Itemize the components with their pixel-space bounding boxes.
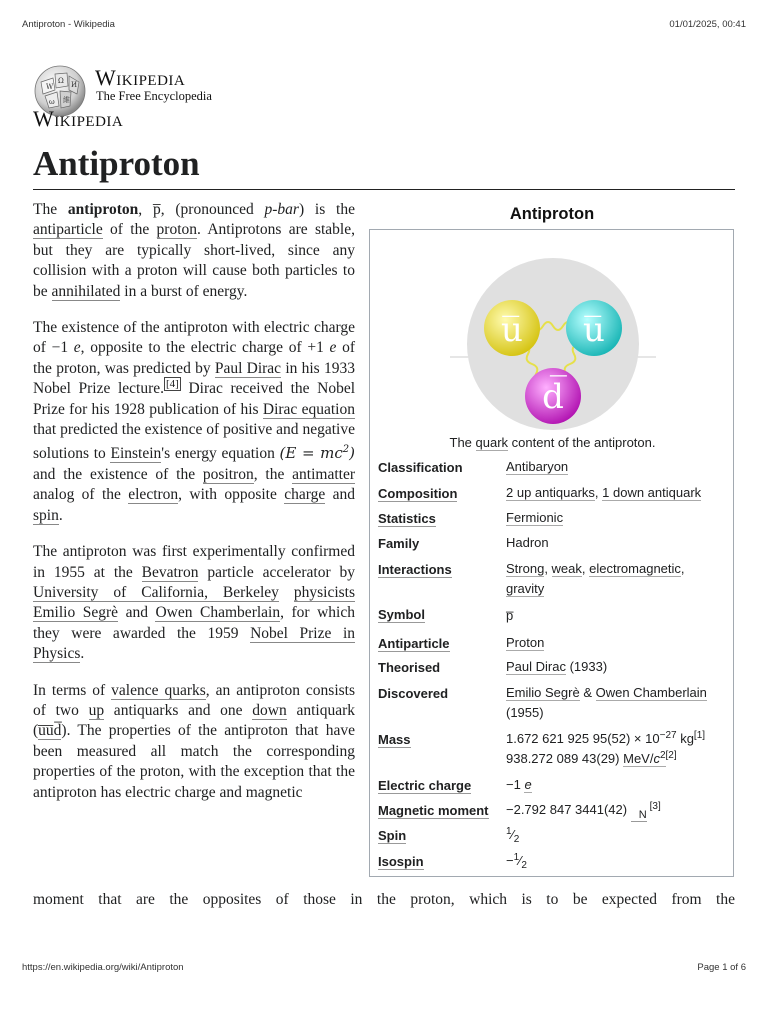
link-annihilated[interactable]: annihilated — [51, 282, 121, 300]
link-positron[interactable]: positron — [202, 465, 254, 483]
link-electromagnetic[interactable]: electromagnetic — [589, 561, 681, 576]
link-uud[interactable]: u̅u̅d̅ — [38, 722, 62, 740]
label-theorised: Theorised — [378, 660, 441, 675]
value-composition: 2 up antiquarks, 1 down antiquark — [506, 485, 702, 500]
infobox-caption: The quark content of the antiproton. — [449, 435, 656, 450]
label-symbol[interactable]: Symbol — [378, 607, 425, 622]
label-spin[interactable]: Spin — [378, 828, 407, 843]
value-classification — [506, 457, 728, 477]
link-nobel-prize-physics[interactable]: Nobel Prize in Physics — [33, 624, 355, 663]
reference-3[interactable]: [3] — [649, 801, 661, 812]
value-interactions: Strong, weak, electromagnetic, gravity — [506, 561, 685, 596]
link-emilio-segre-infobox[interactable]: Emilio Segrè — [506, 685, 580, 700]
wikipedia-logo[interactable] — [33, 62, 293, 136]
link-paul-dirac[interactable]: Paul Dirac — [214, 359, 282, 377]
link-einstein[interactable]: Einstein — [110, 445, 162, 463]
label-family: Family — [378, 536, 420, 551]
link-electron[interactable]: electron — [128, 486, 179, 504]
link-quark[interactable]: quark — [475, 435, 509, 450]
label-isospin[interactable]: Isospin — [378, 854, 424, 869]
quark-label-top-left: u̅ — [501, 310, 523, 350]
link-valence-quarks[interactable]: valence quarks — [111, 681, 206, 699]
link-antimatter[interactable]: antimatter — [292, 465, 356, 483]
paragraph-1: The antiproton, p̅, (pronounced p-bar) is the antiparticle of the proton. Antiprotons are stable, but they are typically short-lived, since any collision with a proton will cause both particles to be annihilated in a burst of energy. — [33, 201, 355, 300]
link-owen-chamberlain-infobox[interactable]: Owen Chamberlain — [595, 685, 707, 700]
value-theorised: Paul Dirac (1933) — [506, 659, 608, 674]
print-footer-page: Page 1 of 6 — [697, 962, 746, 973]
value-discovered: Emilio Segrè & Owen Chamberlain (1955) — [506, 685, 707, 720]
value-antiparticle — [506, 633, 728, 653]
link-antiparticle[interactable]: antiparticle — [33, 221, 103, 239]
value-family: Hadron — [506, 535, 549, 550]
paragraph-2: The existence of the antiproton with electric charge of −1 e, opposite to the electric charge of +1 e of the proton, was predicted by Paul Dirac in his 1933 Nobel Prize lecture. [4] Dirac received the Nobel Prize for his 1928 publication of his Dirac equation that predicted the existence of positive and negative solutions to Einstein's energy equation $(E = mc^2)$ and the existence of the positron, the antimatter analog of the electron, with opposite charge and spin. — [33, 319, 356, 524]
svg-text:W: W — [46, 83, 54, 91]
quark-label-bottom: d̅ — [542, 377, 564, 417]
label-discovered: Discovered — [378, 686, 449, 701]
link-down-quark[interactable]: down — [252, 701, 287, 719]
quark-label-top-right: u̅ — [583, 310, 605, 350]
link-proton[interactable]: proton — [156, 221, 197, 239]
link-down-antiquark[interactable]: 1 down antiquark — [602, 485, 702, 500]
value-statistics — [506, 508, 728, 528]
label-statistics[interactable]: Statistics — [378, 511, 436, 526]
article-body — [33, 200, 355, 819]
link-physicists[interactable]: physicists — [293, 583, 356, 601]
energy-equation: $(E = mc^2)$ — [279, 444, 356, 463]
svg-text:И: И — [71, 81, 78, 89]
infobox — [369, 229, 734, 877]
value-isospin: $-^1⁄_2$ — [506, 852, 527, 871]
wikipedia-tagline: The Free Encyclopedia — [96, 89, 212, 103]
link-owen-chamberlain[interactable]: Owen Chamberlain — [155, 604, 281, 622]
wikipedia-wordmark-text: Wikipedia — [33, 106, 124, 131]
print-footer — [22, 962, 746, 973]
link-elementary-charge[interactable]: e — [524, 777, 532, 792]
print-header-title: Antiproton - Wikipedia — [22, 19, 115, 30]
label-magnetic-moment[interactable]: Magnetic moment — [378, 803, 489, 818]
wikipedia-wordmark: Wikipedia — [95, 65, 186, 90]
paragraph-4-continuation: moment that are the opposites of those in the proton, which is to be expected from the — [33, 891, 735, 908]
svg-text:ω: ω — [49, 98, 55, 106]
reference-4[interactable]: [4] — [166, 378, 179, 391]
quark-structure-diagram[interactable] — [448, 244, 658, 434]
link-gravity[interactable]: gravity — [506, 581, 545, 596]
label-electric-charge[interactable]: Electric charge — [378, 778, 472, 793]
link-antibaryon[interactable]: Antibaryon — [506, 459, 569, 474]
link-up-antiquarks[interactable]: 2 up antiquarks — [506, 485, 595, 500]
link-dirac-equation[interactable]: Dirac equation — [262, 400, 355, 418]
paragraph-3: The antiproton was first experimentally confirmed in 1955 at the Bevatron particle accelerator by University of California, Berkeley physicists Emilio Segrè and Owen Chamberlain, for which they were awarded the 1959 Nobel Prize in Physics. — [33, 543, 356, 663]
value-spin: $^1⁄_2$ — [506, 826, 520, 845]
link-weak[interactable]: weak — [551, 561, 582, 576]
link-bevatron[interactable]: Bevatron — [141, 563, 199, 581]
label-antiparticle[interactable]: Antiparticle — [378, 636, 450, 651]
value-magnetic-moment: −2.792 847 3441(42) $_N$[3] — [506, 801, 661, 821]
paragraph-4: In terms of valence quarks, an antiproton consists of two up antiquarks and one down antiquark (u̅u̅d̅). The properties of the antiproton that have been measured all match the corresponding properties of the proton, with the exception that the antiproton has electric charge and magnetic — [33, 681, 355, 801]
link-charge[interactable]: charge — [284, 486, 326, 504]
page-title: Antiproton — [33, 140, 735, 190]
value-mass: 1.672 621 925 $95(52) \times 10^{-27}$ kg[1] 938.272 089 43(29) MeV/$c^{2[2]}$ — [506, 730, 706, 766]
reference-2[interactable]: [2] — [665, 750, 677, 761]
link-fermionic[interactable]: Fermionic — [506, 510, 564, 525]
link-emilio-segre[interactable]: Emilio Segrè — [33, 604, 119, 622]
label-mass[interactable]: Mass — [378, 732, 411, 747]
link-proton-infobox[interactable]: Proton — [506, 635, 545, 650]
print-header-date: 01/01/2025, 00:41 — [669, 19, 746, 30]
label-classification: Classification — [378, 460, 463, 475]
link-mev-c2[interactable]: MeV/$c^2$ — [623, 750, 666, 766]
print-footer-url: https://en.wikipedia.org/wiki/Antiproton — [22, 962, 184, 973]
label-composition[interactable]: Composition — [378, 486, 458, 501]
link-university-of-california[interactable]: University of California, Berkeley — [33, 583, 279, 601]
link-strong[interactable]: Strong — [506, 561, 545, 576]
value-electric-charge: −1 e — [506, 777, 532, 792]
svg-text:維: 維 — [63, 96, 70, 104]
label-interactions[interactable]: Interactions — [378, 562, 452, 577]
svg-text:Ω: Ω — [58, 77, 64, 85]
infobox-title: Antiproton — [509, 205, 595, 223]
value-symbol: p̅ — [506, 608, 514, 623]
link-up-quark[interactable]: up — [88, 701, 105, 719]
link-paul-dirac-infobox[interactable]: Paul Dirac — [506, 659, 566, 674]
nuclear-magneton-unit[interactable]: N — [631, 809, 647, 822]
reference-1[interactable]: [1] — [693, 730, 706, 741]
print-header — [22, 19, 746, 30]
link-spin[interactable]: spin — [33, 506, 59, 524]
